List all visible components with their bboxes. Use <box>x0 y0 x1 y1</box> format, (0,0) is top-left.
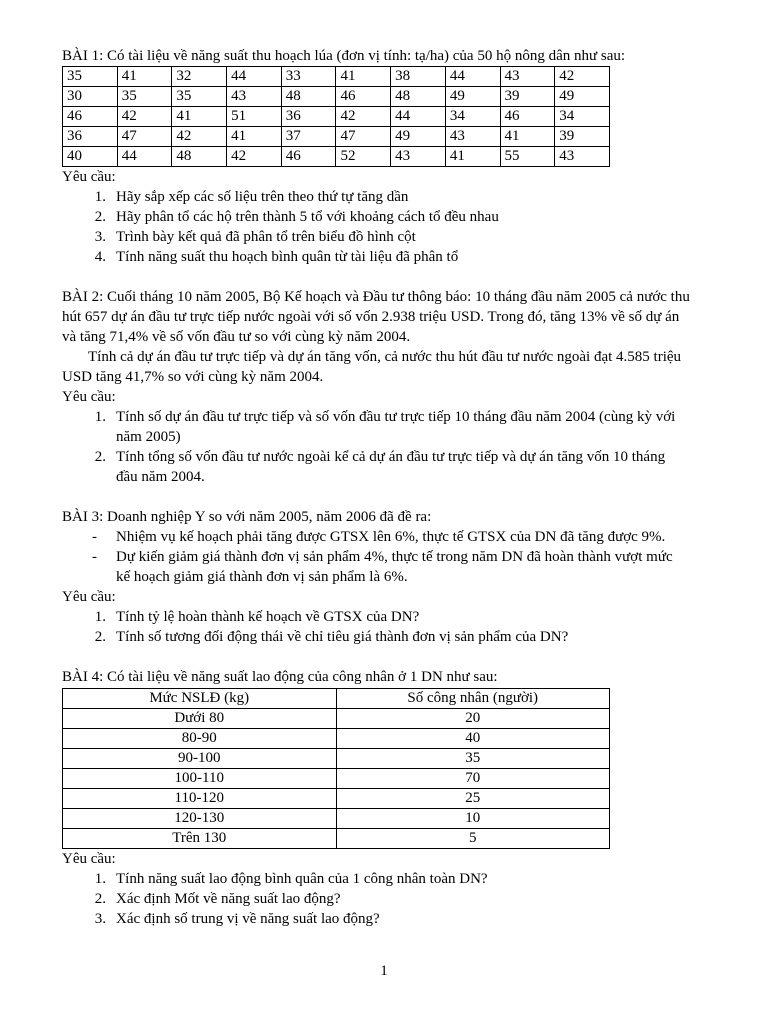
requirements-list <box>62 187 690 267</box>
spacer <box>62 647 690 667</box>
table-row <box>63 709 610 729</box>
table-cell: 55 <box>500 147 555 167</box>
table-cell: 44 <box>117 147 172 167</box>
list-text: Tính số dự án đầu tư trực tiếp và số vốn đầu tư trực tiếp 10 tháng đầu năm 2004 (cùng kỳ với năm 2005) <box>116 409 676 445</box>
table-cell: 35 <box>63 67 118 87</box>
list-text: Tính số tương đối động thái về chỉ tiêu giá thành đơn vị sản phẩm của DN? <box>116 629 569 645</box>
table-cell: 49 <box>391 127 446 147</box>
list-item <box>62 869 690 889</box>
list-item <box>62 889 690 909</box>
list-text: Dự kiến giảm giá thành đơn vị sản phẩm 4%, thực tế trong năm DN đã hoàn thành vượt mức kế hoạch giảm giá thành đơn vị sản phẩm là 6%. <box>116 549 673 585</box>
list-text: Tính năng suất thu hoạch bình quân từ tài liệu đã phân tổ <box>116 249 459 265</box>
table-cell: 42 <box>172 127 227 147</box>
table-cell: 34 <box>555 107 610 127</box>
table-cell: 40 <box>63 147 118 167</box>
list-item <box>62 909 690 929</box>
table-cell: 36 <box>63 127 118 147</box>
list-number: 2. <box>94 891 106 907</box>
table-cell: 80-90 <box>63 729 337 749</box>
table-cell: 25 <box>336 789 610 809</box>
requirements-list <box>62 869 690 929</box>
list-number: 2. <box>94 209 106 225</box>
list-text: Tính tổng số vốn đầu tư nước ngoài kể cả dự án đầu tư trực tiếp và dự án tăng vốn 10 tháng đầu năm 2004. <box>116 449 666 485</box>
list-text: Nhiệm vụ kế hoạch phải tăng được GTSX lên 6%, thực tế GTSX của DN đã tăng được 9%. <box>116 529 666 545</box>
table-cell: 46 <box>336 87 391 107</box>
exercise-1-title: BÀI 1: Có tài liệu về năng suất thu hoạch lúa (đơn vị tính: tạ/ha) của 50 hộ nông dân như sau: <box>62 48 626 64</box>
dash-mark: - <box>92 549 97 565</box>
table-cell: 46 <box>63 107 118 127</box>
table-cell: 35 <box>117 87 172 107</box>
table-cell: 44 <box>445 67 500 87</box>
table-cell: 34 <box>445 107 500 127</box>
requirements-list <box>62 407 690 487</box>
table-cell: 33 <box>281 67 336 87</box>
table-row <box>63 749 610 769</box>
table-cell: 41 <box>500 127 555 147</box>
table-cell: 49 <box>445 87 500 107</box>
list-text: Tính tỷ lệ hoàn thành kế hoạch về GTSX của DN? <box>116 609 420 625</box>
table-cell: 43 <box>445 127 500 147</box>
list-item <box>62 527 690 547</box>
list-number: 1. <box>94 871 106 887</box>
table-cell: 43 <box>391 147 446 167</box>
table-header-row <box>63 689 610 709</box>
table-cell: 48 <box>281 87 336 107</box>
table-cell: 42 <box>227 147 282 167</box>
table-cell: 46 <box>281 147 336 167</box>
table-row <box>63 789 610 809</box>
table-cell: 110-120 <box>63 789 337 809</box>
list-text: Trình bày kết quả đã phân tổ trên biểu đồ hình cột <box>116 229 416 245</box>
table-row <box>63 87 610 107</box>
document-content <box>62 46 690 929</box>
list-item <box>62 547 690 587</box>
exercise-2-paragraph-2: Tính cả dự án đầu tư trực tiếp và dự án tăng vốn, cả nước thu hút đầu tư nước ngoài đạt 4.585 triệu USD tăng 41,7% so với cùng kỳ năm 2004. <box>62 349 682 385</box>
table-cell: 41 <box>336 67 391 87</box>
table-cell: 70 <box>336 769 610 789</box>
table-cell: 43 <box>227 87 282 107</box>
requirements-label: Yêu cầu: <box>62 589 116 605</box>
list-number: 1. <box>94 189 106 205</box>
exercise-2 <box>62 287 690 487</box>
exercise-3 <box>62 507 690 647</box>
requirements-label: Yêu cầu: <box>62 851 116 867</box>
list-number: 4. <box>94 249 106 265</box>
table-cell: 48 <box>172 147 227 167</box>
list-item <box>62 207 690 227</box>
table-cell: 20 <box>336 709 610 729</box>
list-number: 2. <box>94 629 106 645</box>
table-cell: 42 <box>555 67 610 87</box>
table-cell: Dưới 80 <box>63 709 337 729</box>
table-cell: 43 <box>500 67 555 87</box>
table-cell: 49 <box>555 87 610 107</box>
table-cell: 39 <box>500 87 555 107</box>
table-cell: 52 <box>336 147 391 167</box>
page-number: 1 <box>380 963 388 979</box>
list-text: Hãy phân tổ các hộ trên thành 5 tổ với khoảng cách tổ đều nhau <box>116 209 499 225</box>
list-number: 1. <box>94 609 106 625</box>
list-number: 1. <box>94 409 106 425</box>
requirements-label: Yêu cầu: <box>62 389 116 405</box>
table-cell: 32 <box>172 67 227 87</box>
list-text: Tính năng suất lao động bình quân của 1 công nhân toàn DN? <box>116 871 488 887</box>
table-cell: 47 <box>336 127 391 147</box>
list-number: 3. <box>94 229 106 245</box>
table-cell: 100-110 <box>63 769 337 789</box>
list-item <box>62 247 690 267</box>
dash-mark: - <box>92 529 97 545</box>
productivity-table <box>62 688 610 849</box>
table-row <box>63 147 610 167</box>
exercise-1 <box>62 46 690 267</box>
table-cell: 120-130 <box>63 809 337 829</box>
spacer <box>62 267 690 287</box>
table-cell: 44 <box>391 107 446 127</box>
table-cell: 90-100 <box>63 749 337 769</box>
table-cell: 37 <box>281 127 336 147</box>
list-number: 2. <box>94 449 106 465</box>
table-row <box>63 729 610 749</box>
list-text: Hãy sắp xếp các số liệu trên theo thứ tự tăng dần <box>116 189 409 205</box>
table-cell: 38 <box>391 67 446 87</box>
list-text: Xác định Mốt về năng suất lao động? <box>116 891 341 907</box>
table-cell: Trên 130 <box>63 829 337 849</box>
exercise-3-title: BÀI 3: Doanh nghiệp Y so với năm 2005, năm 2006 đã đề ra: <box>62 509 432 525</box>
table-cell: 51 <box>227 107 282 127</box>
table-cell: 30 <box>63 87 118 107</box>
table-cell: 5 <box>336 829 610 849</box>
table-row <box>63 809 610 829</box>
requirements-label: Yêu cầu: <box>62 169 116 185</box>
table-cell: 36 <box>281 107 336 127</box>
list-text: Xác định số trung vị về năng suất lao động? <box>116 911 380 927</box>
list-item <box>62 447 690 487</box>
table-cell: 10 <box>336 809 610 829</box>
table-cell: 42 <box>336 107 391 127</box>
table-cell: 43 <box>555 147 610 167</box>
column-header: Mức NSLĐ (kg) <box>63 689 337 709</box>
table-cell: 41 <box>172 107 227 127</box>
list-item <box>62 407 690 447</box>
list-item <box>62 607 690 627</box>
exercise-2-paragraph: BÀI 2: Cuối tháng 10 năm 2005, Bộ Kế hoạch và Đầu tư thông báo: 10 tháng đầu năm 2005 cả nước thu hút 657 dự án đầu tư trực tiếp nước ngoài với số vốn 2.938 triệu USD. Trong đó, tăng 13% về số dự án và tăng 71,4% về số vốn đầu tư so với cùng kỳ năm 2004. <box>62 289 690 345</box>
table-cell: 35 <box>172 87 227 107</box>
exercise-4-title: BÀI 4: Có tài liệu về năng suất lao động của công nhân ở 1 DN như sau: <box>62 669 498 685</box>
table-cell: 40 <box>336 729 610 749</box>
table-row <box>63 127 610 147</box>
table-cell: 41 <box>445 147 500 167</box>
requirements-list <box>62 607 690 647</box>
table-cell: 41 <box>117 67 172 87</box>
column-header: Số công nhân (người) <box>336 689 610 709</box>
table-row <box>63 107 610 127</box>
table-cell: 48 <box>391 87 446 107</box>
table-cell: 47 <box>117 127 172 147</box>
list-item <box>62 187 690 207</box>
table-row <box>63 829 610 849</box>
list-item <box>62 627 690 647</box>
table-cell: 39 <box>555 127 610 147</box>
table-cell: 41 <box>227 127 282 147</box>
table-cell: 44 <box>227 67 282 87</box>
spacer <box>62 487 690 507</box>
exercise-4 <box>62 667 690 929</box>
plan-bullet-list <box>62 527 690 587</box>
table-cell: 42 <box>117 107 172 127</box>
table-row <box>63 67 610 87</box>
yield-data-table <box>62 66 610 167</box>
list-number: 3. <box>94 911 106 927</box>
list-item <box>62 227 690 247</box>
table-row <box>63 769 610 789</box>
list-bullet <box>62 527 116 547</box>
table-cell: 46 <box>500 107 555 127</box>
table-cell: 35 <box>336 749 610 769</box>
list-bullet <box>62 547 116 587</box>
